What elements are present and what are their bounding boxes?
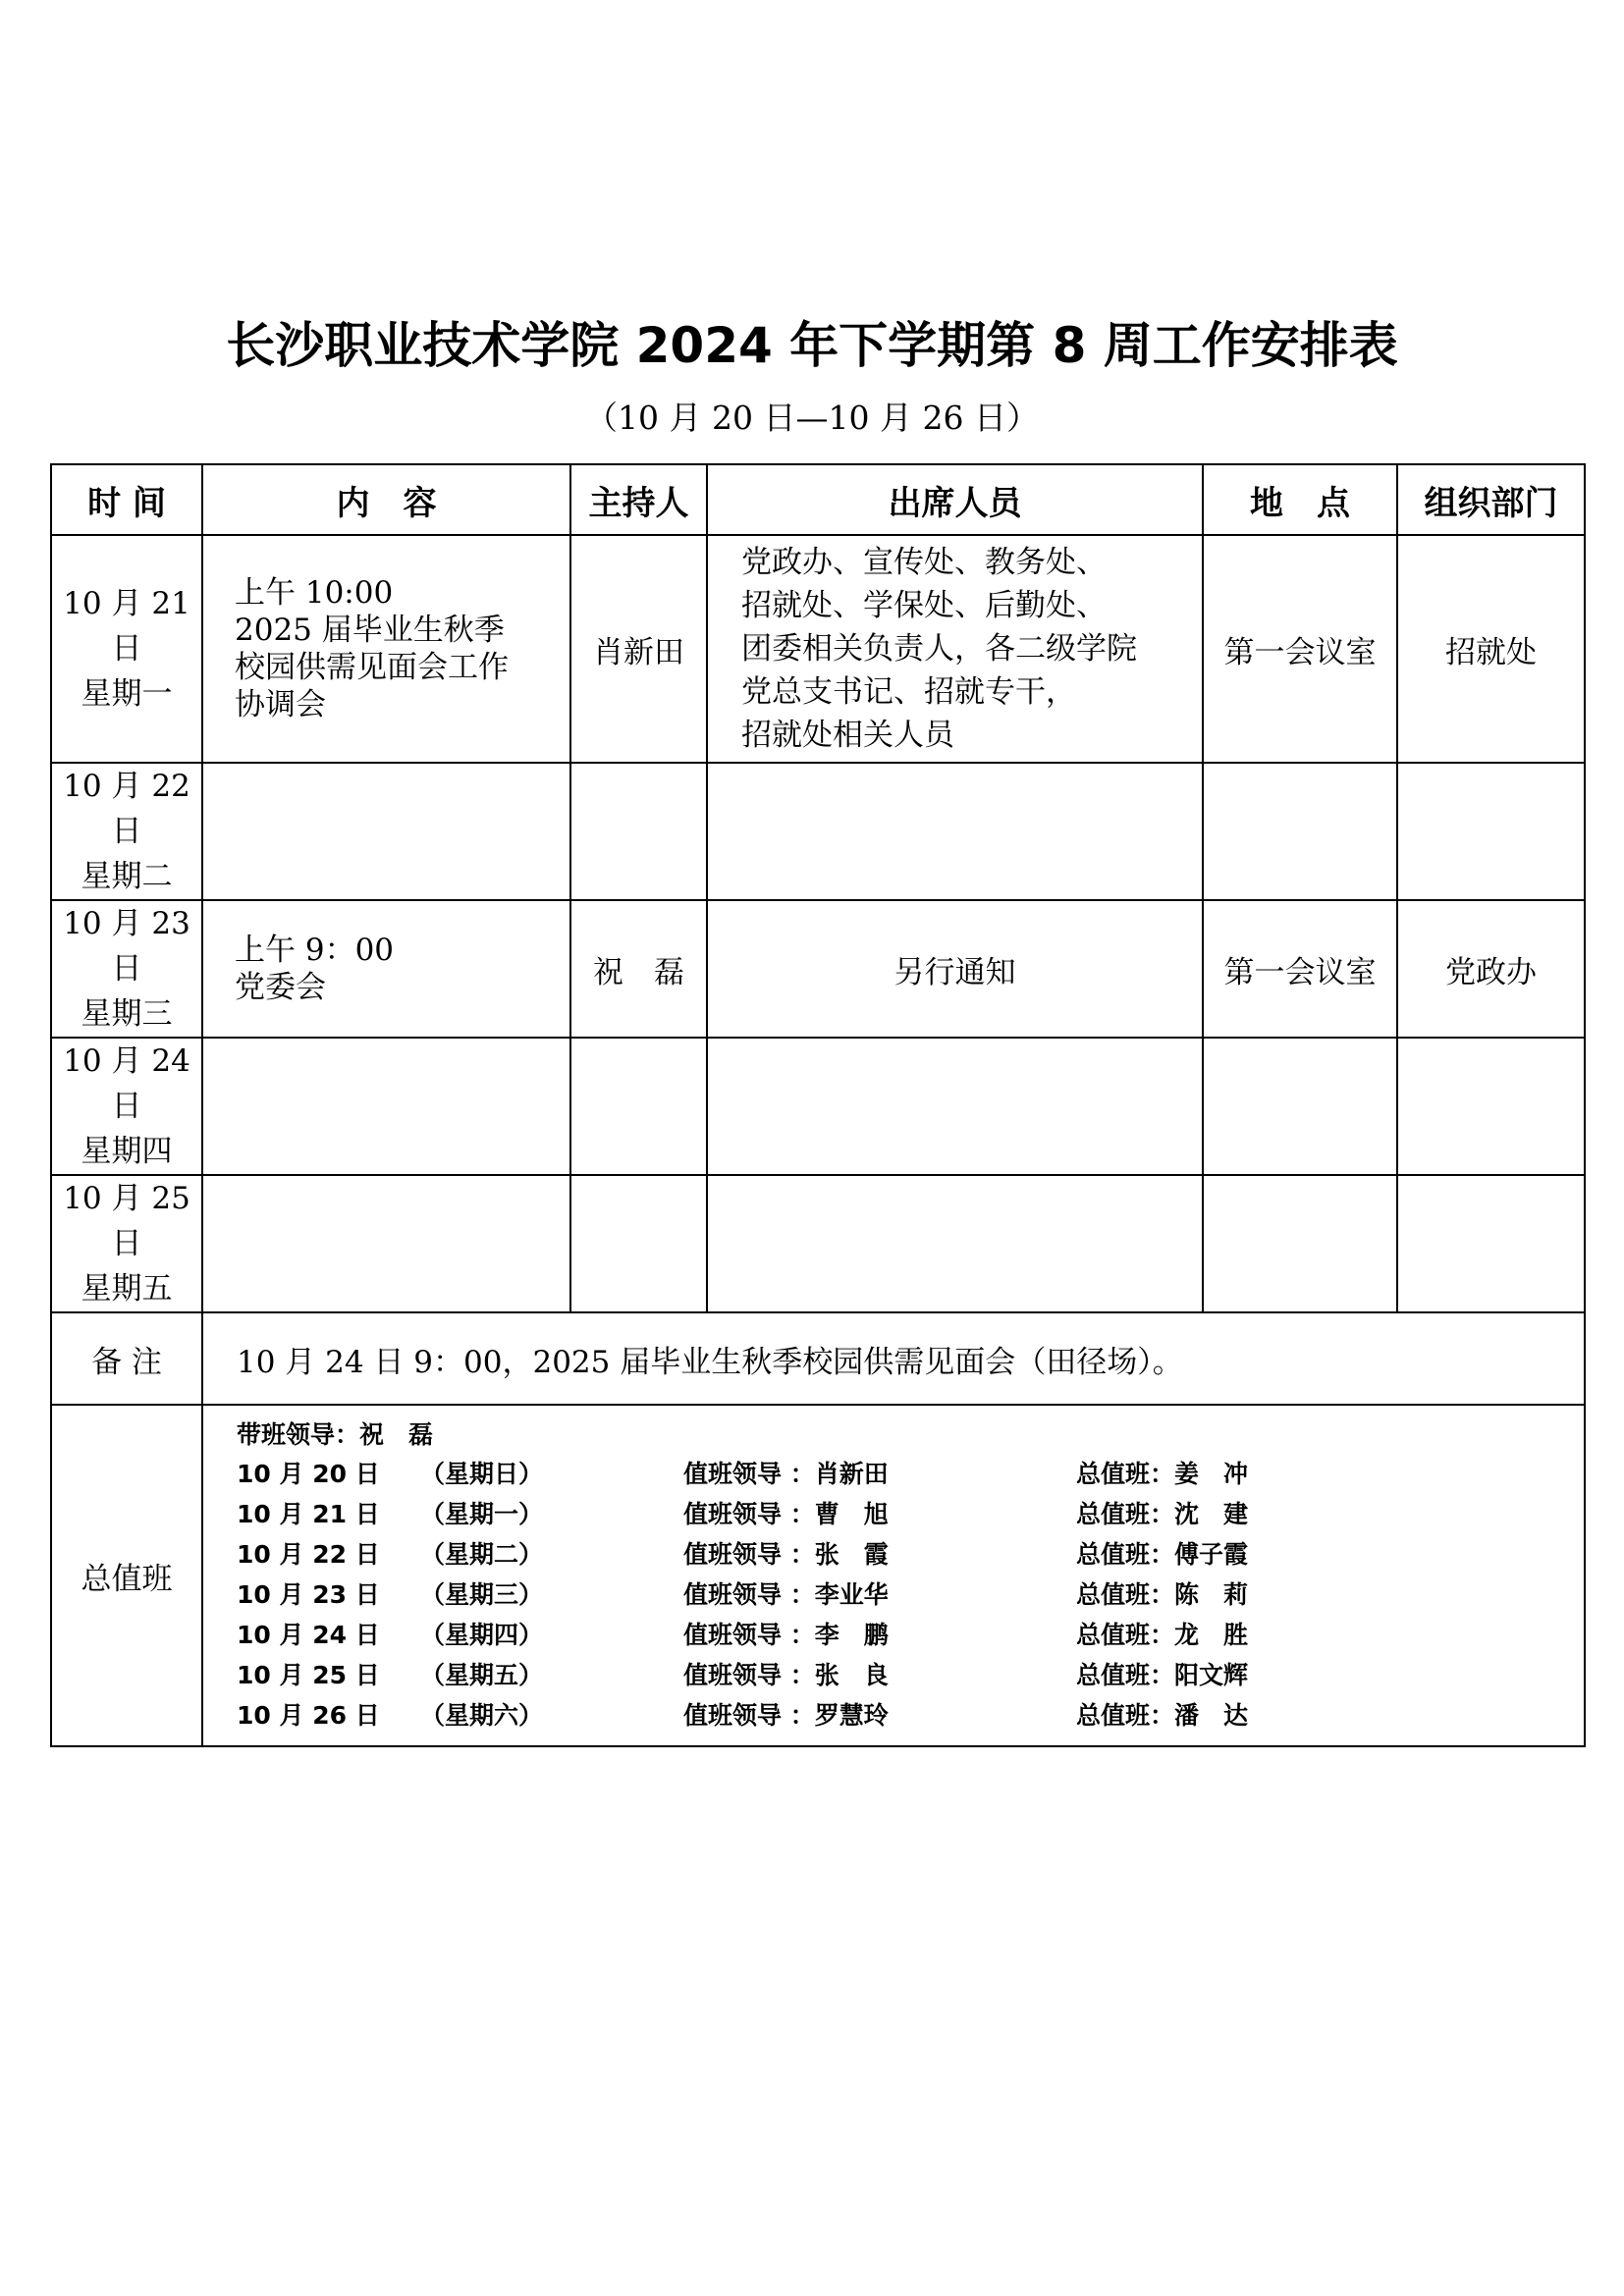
duty-weekday: （星期一） — [420, 1499, 544, 1528]
header-row — [51, 464, 1585, 535]
attendee-line: 党总支书记、招就专干， — [741, 674, 1076, 710]
duty-officer: 总值班：沈 建 — [1076, 1499, 1249, 1528]
duty-entry — [237, 1695, 1584, 1735]
duty-entry — [237, 1655, 1584, 1695]
content-line: 协调会 — [235, 687, 326, 722]
attendee-line: 招就处、学保处、后勤处、 — [741, 588, 1107, 623]
duty-entry — [237, 1454, 1584, 1494]
attendees-cell — [707, 1175, 1203, 1312]
header-location: 地 点 — [1203, 464, 1397, 535]
weekday-text: 星期五 — [81, 1271, 173, 1307]
duty-weekday: （星期六） — [420, 1700, 544, 1730]
content-line: 上午 9：00 — [235, 933, 395, 968]
duty-date: 10 月 22 日 — [237, 1539, 380, 1569]
header-host: 主持人 — [570, 464, 707, 535]
date-text: 10 月 21 日 — [63, 586, 190, 667]
host-cell: 肖新田 — [570, 535, 707, 763]
dept-cell — [1397, 1038, 1585, 1175]
host-cell — [570, 763, 707, 900]
notes-label: 备 注 — [51, 1312, 202, 1405]
header-time: 时 间 — [51, 464, 202, 535]
content-line: 校园供需见面会工作 — [235, 650, 509, 685]
content-cell — [202, 1175, 570, 1312]
duty-date: 10 月 21 日 — [237, 1499, 380, 1528]
duty-date: 10 月 20 日 — [237, 1459, 380, 1488]
dept-cell: 招就处 — [1397, 535, 1585, 763]
duty-officer: 总值班：姜 冲 — [1076, 1459, 1249, 1488]
duty-officer: 总值班：龙 胜 — [1076, 1620, 1249, 1649]
content-line: 党委会 — [235, 970, 326, 1005]
attendees-cell — [707, 535, 1203, 763]
schedule-row — [51, 1038, 1585, 1175]
content-line: 上午 10:00 — [235, 575, 394, 611]
duty-entry — [237, 1494, 1584, 1534]
date-cell — [51, 900, 202, 1038]
attendee-line: 招就处相关人员 — [741, 718, 954, 753]
duty-officer: 总值班：陈 莉 — [1076, 1579, 1249, 1609]
duty-row — [51, 1405, 1585, 1746]
host-cell: 祝 磊 — [570, 900, 707, 1038]
content-line: 2025 届毕业生秋季 — [235, 613, 505, 648]
duty-entry — [237, 1534, 1584, 1575]
duty-leader: 值班领导 ：李 鹏 — [683, 1620, 889, 1649]
date-cell — [51, 1038, 202, 1175]
attendees-cell: 另行通知 — [707, 900, 1203, 1038]
attendee-line: 党政办、宣传处、教务处、 — [741, 545, 1107, 580]
duty-officer: 总值班：潘 达 — [1076, 1700, 1249, 1730]
header-dept: 组织部门 — [1397, 464, 1585, 535]
location-cell: 第一会议室 — [1203, 535, 1397, 763]
header-content: 内 容 — [202, 464, 570, 535]
duty-officer: 总值班：傅子霞 — [1076, 1539, 1249, 1569]
duty-leader: 值班领导 ：肖新田 — [683, 1459, 889, 1488]
date-text: 10 月 22 日 — [63, 769, 190, 849]
document-title: 长沙职业技术学院 2024 年下学期第 8 周工作安排表 — [226, 317, 1398, 374]
schedule-row — [51, 1175, 1585, 1312]
duty-date: 10 月 23 日 — [237, 1579, 380, 1609]
location-cell: 第一会议室 — [1203, 900, 1397, 1038]
schedule-row — [51, 535, 1585, 763]
date-range-subtitle: （10 月 20 日—10 月 26 日） — [585, 399, 1039, 437]
duty-leader: 值班领导 ：曹 旭 — [683, 1499, 889, 1528]
content-cell — [202, 763, 570, 900]
location-cell — [1203, 763, 1397, 900]
duty-leader: 值班领导 ：罗慧玲 — [683, 1700, 889, 1730]
dept-cell — [1397, 763, 1585, 900]
content-cell — [202, 535, 570, 763]
duty-weekday: （星期五） — [420, 1660, 544, 1689]
notes-row — [51, 1312, 1585, 1405]
dept-cell: 党政办 — [1397, 900, 1585, 1038]
duty-leader: 值班领导 ：张 良 — [683, 1660, 889, 1689]
notes-text: 10 月 24 日 9：00，2025 届毕业生秋季校园供需见面会（田径场）。 — [202, 1312, 1585, 1405]
schedule-row — [51, 763, 1585, 900]
duty-weekday: （星期日） — [420, 1459, 544, 1488]
duty-date: 10 月 24 日 — [237, 1620, 380, 1649]
schedule-table — [50, 463, 1586, 1747]
content-cell — [202, 1038, 570, 1175]
date-cell — [51, 1175, 202, 1312]
duty-label: 总值班 — [51, 1405, 202, 1746]
shift-leader: 带班领导：祝 磊 — [237, 1419, 434, 1449]
duty-entry — [237, 1615, 1584, 1655]
host-cell — [570, 1038, 707, 1175]
duty-date: 10 月 26 日 — [237, 1700, 380, 1730]
host-cell — [570, 1175, 707, 1312]
weekday-text: 星期四 — [81, 1134, 173, 1169]
attendees-cell — [707, 1038, 1203, 1175]
weekday-text: 星期三 — [81, 996, 173, 1032]
duty-leader: 值班领导 ：李业华 — [683, 1579, 889, 1609]
location-cell — [1203, 1175, 1397, 1312]
date-cell — [51, 763, 202, 900]
duty-leader: 值班领导 ：张 霞 — [683, 1539, 889, 1569]
attendee-line: 团委相关负责人，各二级学院 — [741, 631, 1137, 667]
date-cell — [51, 535, 202, 763]
attendees-cell — [707, 763, 1203, 900]
duty-weekday: （星期三） — [420, 1579, 544, 1609]
schedule-row — [51, 900, 1585, 1038]
duty-entry — [237, 1575, 1584, 1615]
location-cell — [1203, 1038, 1397, 1175]
duty-weekday: （星期二） — [420, 1539, 544, 1569]
header-attendees: 出席人员 — [707, 464, 1203, 535]
date-text: 10 月 25 日 — [63, 1181, 190, 1261]
weekday-text: 星期二 — [81, 859, 173, 894]
date-text: 10 月 23 日 — [63, 906, 190, 987]
duty-roster — [202, 1405, 1585, 1746]
content-cell — [202, 900, 570, 1038]
duty-officer: 总值班：阳文辉 — [1076, 1660, 1249, 1689]
weekday-text: 星期一 — [81, 676, 173, 712]
duty-weekday: （星期四） — [420, 1620, 544, 1649]
duty-date: 10 月 25 日 — [237, 1660, 380, 1689]
date-text: 10 月 24 日 — [63, 1043, 190, 1124]
dept-cell — [1397, 1175, 1585, 1312]
